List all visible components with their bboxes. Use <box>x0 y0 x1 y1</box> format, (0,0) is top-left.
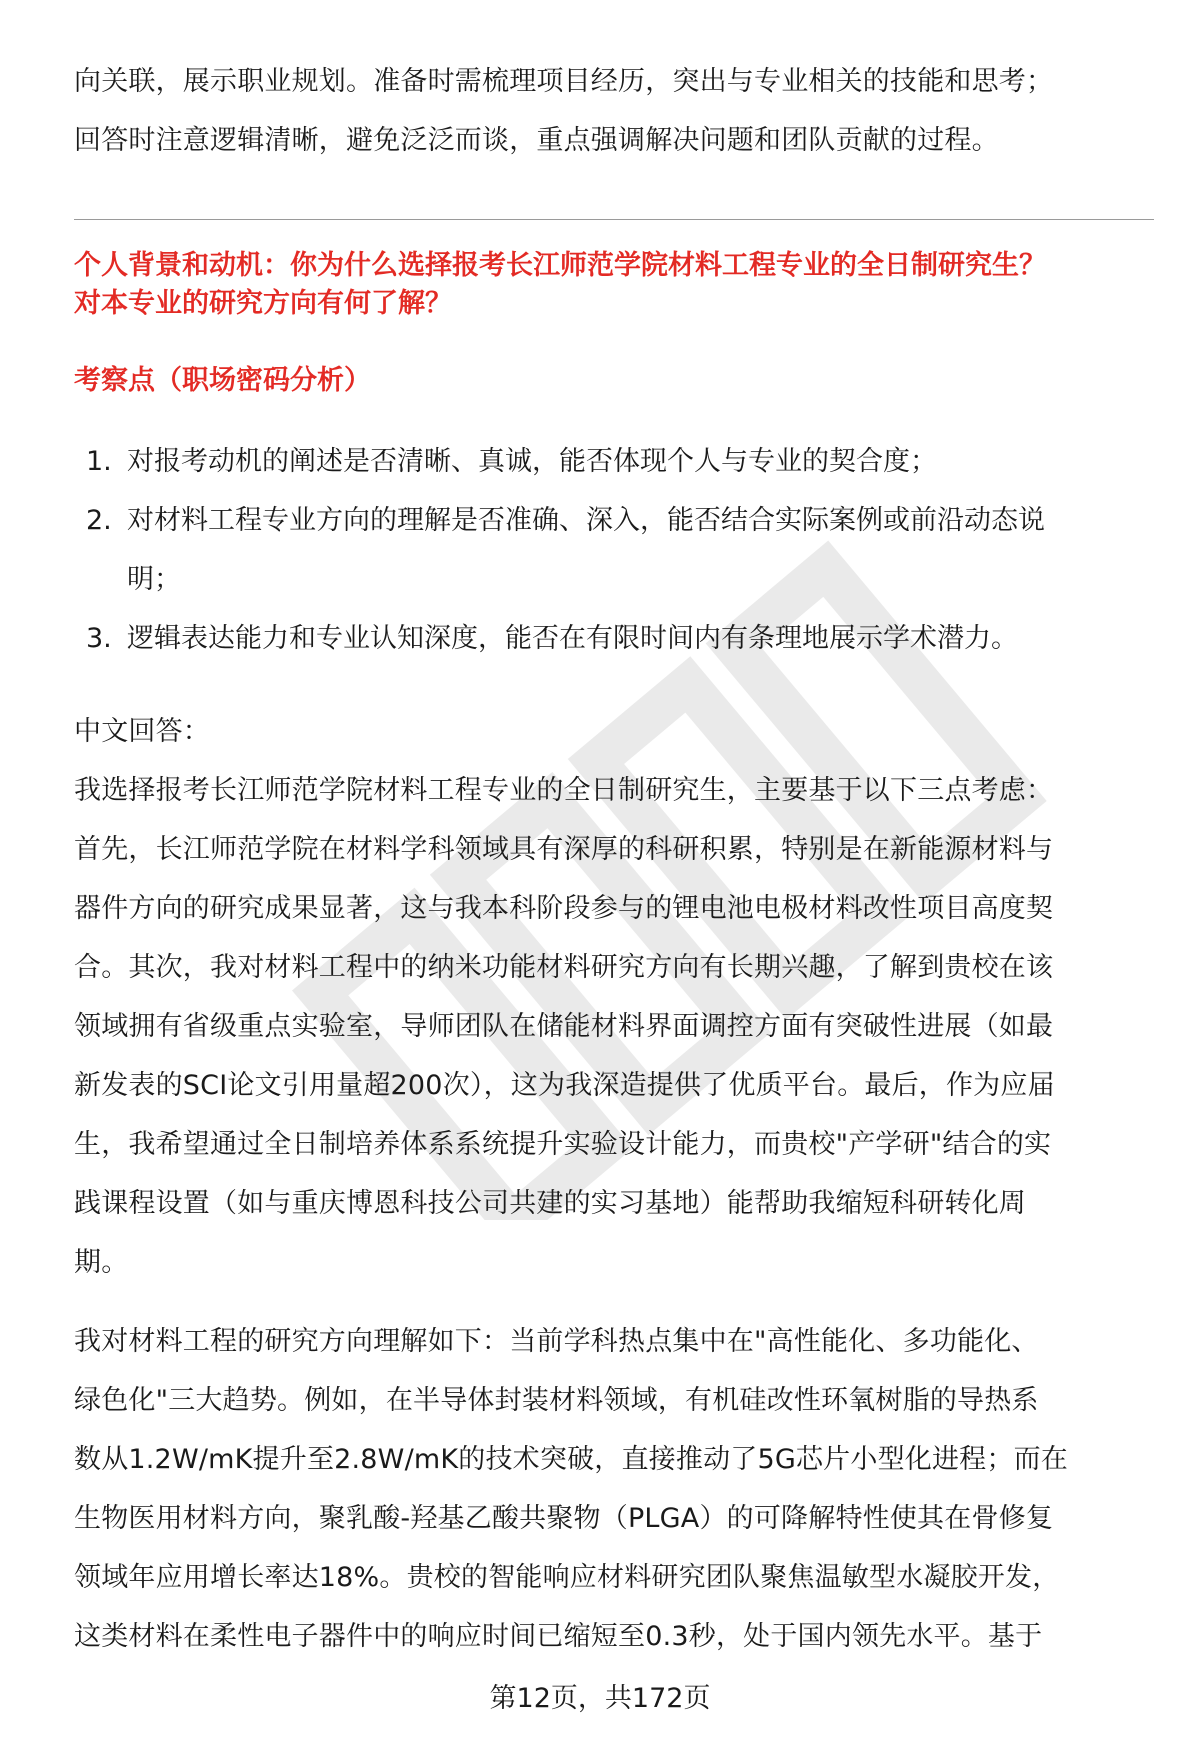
intro-line: 回答时注意逻辑清晰，避免泛泛而谈，重点强调解决问题和团队贡献的过程。 <box>74 125 999 156</box>
intro-line: 向关联，展示职业规划。准备时需梳理项目经历，突出与专业相关的技能和思考； <box>74 66 1054 97</box>
list-number: 1. <box>86 446 112 477</box>
answer-line: 生物医用材料方向，聚乳酸-羟基乙酸共聚物（PLGA）的可降解特性使其在骨修复 <box>74 1503 1054 1534</box>
answer-line: 这类材料在柔性电子器件中的响应时间已缩短至0.3秒，处于国内领先水平。基于 <box>74 1621 1043 1652</box>
list-text-continued: 明； <box>127 564 181 595</box>
answer-paragraph <box>74 702 1154 1292</box>
answer-line: 绿色化"三大趋势。例如，在半导体封装材料领域，有机硅改性环氧树脂的导热系 <box>74 1385 1039 1416</box>
list-text: 对材料工程专业方向的理解是否准确、深入，能否结合实际案例或前沿动态说 <box>127 505 1045 536</box>
answer-paragraph-2 <box>74 1312 1154 1666</box>
answer-line: 我对材料工程的研究方向理解如下：当前学科热点集中在"高性能化、多功能化、 <box>74 1326 1039 1357</box>
list-number: 3. <box>86 623 112 654</box>
answer-line: 器件方向的研究成果显著，这与我本科阶段参与的锂电池电极材料改性项目高度契 <box>74 893 1054 924</box>
question-line: 对本专业的研究方向有何了解？ <box>74 288 452 319</box>
answer-line: 首先，长江师范学院在材料学科领域具有深厚的科研积累，特别是在新能源材料与 <box>74 834 1054 865</box>
list-text: 逻辑表达能力和专业认知深度，能否在有限时间内有条理地展示学术潜力。 <box>127 623 1018 654</box>
answer-line: 领域年应用增长率达18%。贵校的智能响应材料研究团队聚焦温敏型水凝胶开发， <box>74 1562 1060 1593</box>
answer-line: 践课程设置（如与重庆博恩科技公司共建的实习基地）能帮助我缩短科研转化周 <box>74 1188 1026 1219</box>
answer-line: 领域拥有省级重点实验室，导师团队在储能材料界面调控方面有突破性进展（如最 <box>74 1011 1054 1042</box>
question-heading <box>74 247 1154 323</box>
assessment-points-list <box>74 432 1154 668</box>
answer-line: 生，我希望通过全日制培养体系系统提升实验设计能力，而贵校"产学研"结合的实 <box>74 1129 1052 1160</box>
list-item <box>74 609 1154 668</box>
list-item <box>74 491 1154 609</box>
list-number: 2. <box>86 505 112 536</box>
answer-label: 中文回答： <box>74 716 210 747</box>
section-divider <box>74 219 1154 220</box>
answer-line: 期。 <box>74 1247 129 1278</box>
list-item <box>74 432 1154 491</box>
answer-line: 我选择报考长江师范学院材料工程专业的全日制研究生，主要基于以下三点考虑： <box>74 775 1054 806</box>
answer-line: 合。其次，我对材料工程中的纳米功能材料研究方向有长期兴趣，了解到贵校在该 <box>74 952 1054 983</box>
question-line: 个人背景和动机：你为什么选择报考长江师范学院材料工程专业的全日制研究生？ <box>74 250 1046 281</box>
answer-line: 数从1.2W/mK提升至2.8W/mK的技术突破，直接推动了5G芯片小型化进程；而在 <box>74 1444 1068 1475</box>
section-title: 考察点（职场密码分析） <box>74 365 371 396</box>
page-number: 第12页，共172页 <box>489 1683 711 1714</box>
answer-line: 新发表的SCI论文引用量超200次），这为我深造提供了优质平台。最后，作为应届 <box>74 1070 1055 1101</box>
intro-paragraph <box>74 52 1154 170</box>
list-text: 对报考动机的阐述是否清晰、真诚，能否体现个人与专业的契合度； <box>127 446 937 477</box>
